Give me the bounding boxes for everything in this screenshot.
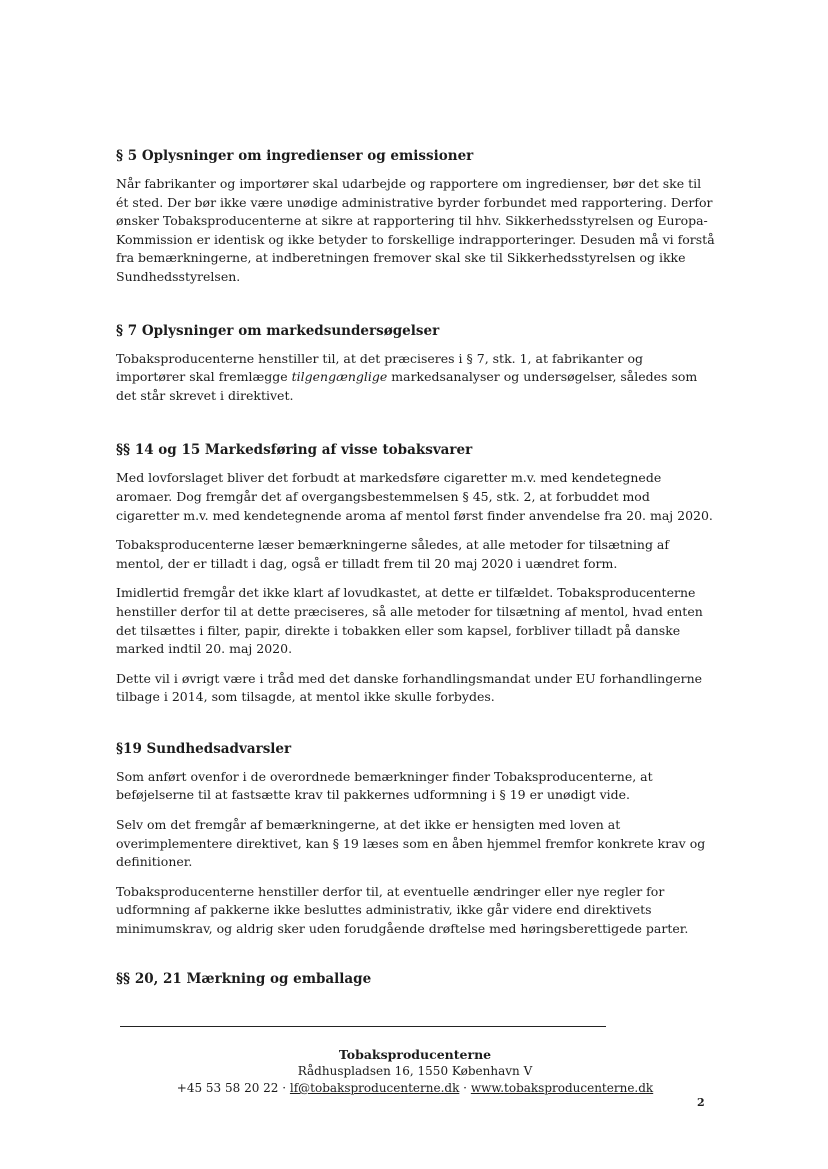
section-ingredients: [116, 146, 716, 287]
footer-phone: +45 53 58 20 22: [176, 1081, 279, 1095]
paragraph: Med lovforslaget bliver det forbudt at markedsføre cigaretter m.v. med kendetegnede aromaer. Dog fremgår det af overgangsbestemmelsen § 45, stk. 2, at forbuddet mod cigaretter m.v. med kendetegnende aroma af mentol først finder anvendelse fra 20. maj 2020.: [116, 470, 713, 523]
section-heading: § 5 Oplysninger om ingredienser og emissioner: [116, 148, 474, 164]
paragraph: Selv om det fremgår af bemærkningerne, at det ikke er hensigten med loven at overimplementere direktivet, kan § 19 læses som en åben hjemmel fremfor konkrete krav og definitioner.: [116, 817, 706, 870]
paragraph-text: markedsanalyser og undersøgelser, således som det står skrevet i direktivet.: [116, 369, 698, 403]
footer-separator: ·: [459, 1081, 471, 1095]
section-heading: §§ 20, 21 Mærkning og emballage: [116, 970, 372, 987]
document-body: [116, 146, 716, 1019]
paragraph: Tobaksproducenterne henstiller derfor til, at eventuelle ændringer eller nye regler for udformning af pakkerne ikke besluttes administrativ, ikke går videre end direktivets minimumskrav, og aldrig sker uden forudgående drøftelse med høringsberettigede parter.: [116, 883, 689, 937]
footer-organization: Tobaksproducenterne: [338, 1047, 492, 1062]
section-health-warnings: [116, 739, 716, 939]
section-labelling: [116, 969, 716, 989]
paragraph: [116, 350, 716, 406]
section-heading: §19 Sundhedsadvarsler: [116, 740, 292, 757]
footer-divider: [120, 1026, 606, 1027]
paragraph: Når fabrikanter og importører skal udarbejde og rapportere om ingredienser, bør det ske til ét sted. Der bør ikke være unødige administrative byrder forbundet med rapportering. Derfor ønsker Tobaksproducenterne at sikre at rapportering til hhv. Sikkerhedsstyrelsen og Europa-Kommission er identisk og ikke betyder to forskellige indrapporteringer. Desuden må vi forstå fra bemærkningerne, at indberetningen fremover skal ske til Sikkerhedsstyrelsen og ikke Sundhedsstyrelsen.: [116, 176, 715, 284]
footer-separator: ·: [278, 1081, 290, 1095]
paragraph: Som anført ovenfor i de overordnede bemærkninger finder Tobaksproducenterne, at beføjelserne til at fastsætte krav til pakkernes udformning i § 19 er unødigt vide.: [116, 768, 653, 803]
section-heading: § 7 Oplysninger om markedsundersøgelser: [116, 322, 440, 339]
page-number: 2: [697, 1096, 705, 1109]
paragraph-text: Tobaksproducenterne henstiller til, at det præciseres i § 7, stk. 1, at fabrikanter og importører skal fremlægge: [116, 350, 643, 385]
section-marketing: [116, 440, 716, 707]
paragraph: Imidlertid fremgår det ikke klart af lovudkastet, at dette er tilfældet. Tobaksproducenterne henstiller derfor til at dette præciseres, så alle metoder for tilsætning af mentol, hvad enten det tilsættes i filter, papir, direkte i tobakken eller som kapsel, forbliver tilladt på danske marked indtil 20. maj 2020.: [116, 585, 703, 657]
paragraph: Dette vil i øvrigt være i tråd med det danske forhandlingsmandat under EU forhandlingerne tilbage i 2014, som tilsagde, at mentol ikke skulle forbydes.: [116, 670, 703, 705]
footer-website-link[interactable]: www.tobaksproducenterne.dk: [470, 1081, 654, 1095]
footer-address: Rådhuspladsen 16, 1550 København V: [297, 1064, 533, 1078]
footer-email-link[interactable]: lf@tobaksproducenterne.dk: [289, 1081, 460, 1095]
section-heading: §§ 14 og 15 Markedsføring af visse tobaksvarer: [116, 442, 473, 459]
paragraph: Tobaksproducenterne læser bemærkningerne således, at alle metoder for tilsætning af mentol, der er tilladt i dag, også er tilladt frem til 20 maj 2020 i uændret form.: [116, 537, 670, 571]
section-market-research: [116, 321, 716, 406]
footer: [120, 1046, 710, 1097]
footer-contact: [120, 1080, 710, 1097]
emphasized-word: tilgengænglige: [291, 369, 388, 385]
